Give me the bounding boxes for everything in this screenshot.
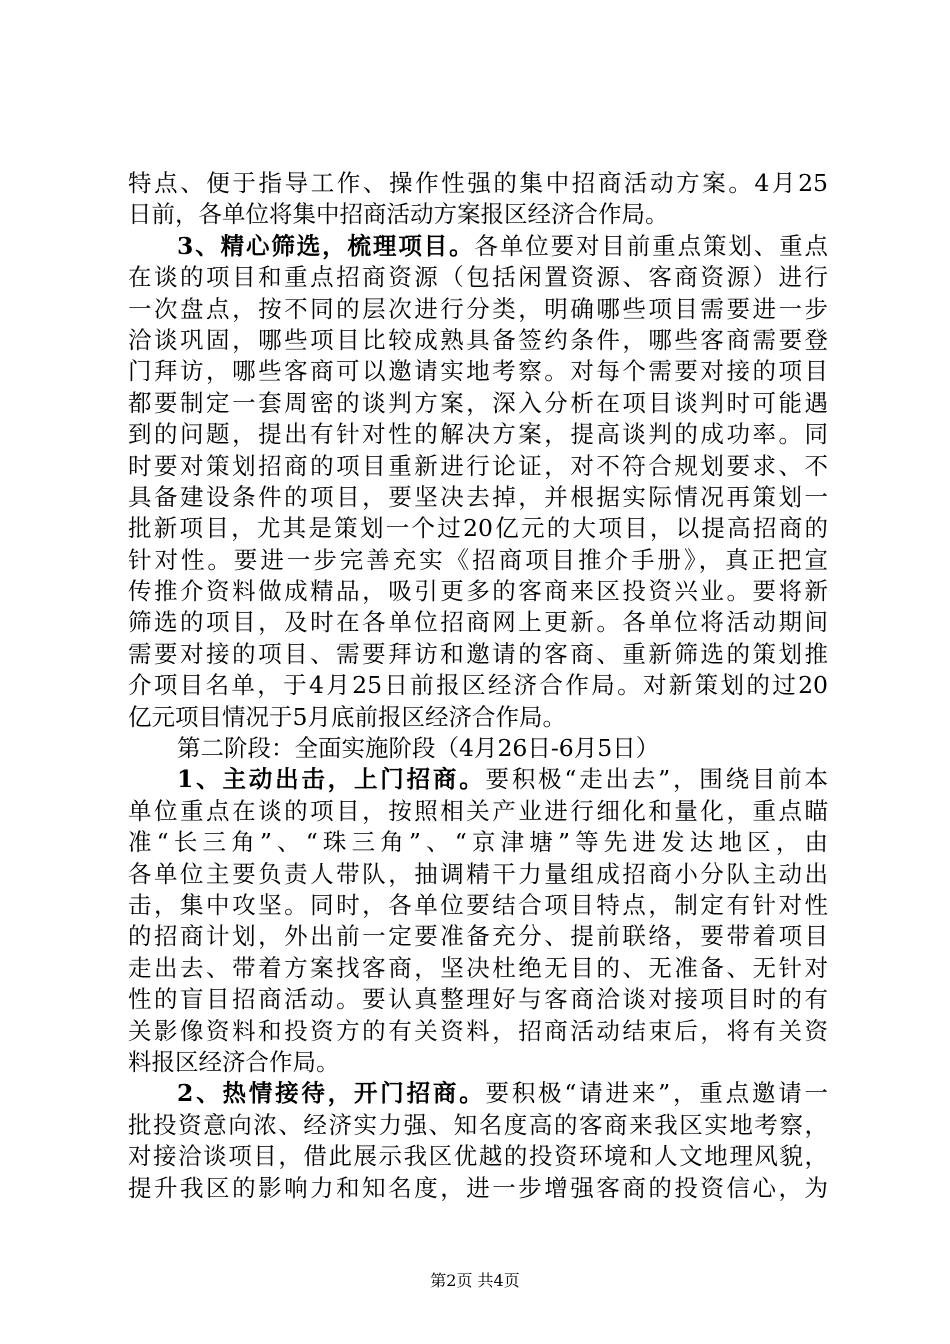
body-line: 筛选的项目，及时在各单位招商网上更新。各单位将活动期间: [128, 608, 828, 637]
line-text: 要积极“请进来”，重点邀请一: [485, 1079, 829, 1108]
body-line: [128, 231, 828, 262]
body-line: 日前，各单位将集中招商活动方案报区经济合作局。: [128, 200, 669, 229]
body-line: 料报区经济合作局。: [128, 1047, 340, 1076]
body-line: 的招商计划，外出前一定要准备充分、提前联络，要带着项目: [128, 922, 828, 951]
body-line: 传推介资料做成精品，吸引更多的客商来区投资兴业。要将新: [128, 577, 828, 606]
body-line: 对接洽谈项目，借此展示我区优越的投资环境和人文地理风貌，: [128, 1142, 828, 1171]
body-line: [128, 1078, 828, 1109]
line-text: 要积极“走出去”，围绕目前本: [485, 765, 829, 794]
body-line: 洽谈巩固，哪些项目比较成熟具备签约条件，哪些客商需要登: [128, 325, 828, 354]
body-line: 都要制定一套周密的谈判方案，深入分析在项目谈判时可能遇: [128, 388, 828, 417]
body-line: 击，集中攻坚。同时，各单位要结合项目特点，制定有针对性: [128, 890, 828, 919]
body-line: 准“长三角”、“珠三角”、“京津塘”等先进发达地区，由: [128, 828, 828, 857]
body-line: 时要对策划招商的项目重新进行论证，对不符合规划要求、不: [128, 451, 828, 480]
body-line: 介项目名单，于4月25日前报区经济合作局。对新策划的过20: [128, 671, 828, 700]
body-line: [128, 764, 828, 795]
body-line: 走出去、带着方案找客商，坚决杜绝无目的、无准备、无针对: [128, 953, 828, 982]
body-line: 到的问题，提出有针对性的解决方案，提高谈判的成功率。同: [128, 420, 828, 449]
stage-heading: 第二阶段：全面实施阶段（4月26日-6月5日）: [177, 734, 660, 763]
document-body: [128, 168, 828, 1204]
body-line: 特点、便于指导工作、操作性强的集中招商活动方案。4月25: [128, 169, 828, 197]
section-heading: 1、主动出击，上门招商。: [177, 765, 486, 794]
body-line: 关影像资料和投资方的有关资料，招商活动结束后，将有关资: [128, 1016, 828, 1045]
body-line: 性的盲目招商活动。要认真整理好与客商洽谈对接项目时的有: [128, 985, 828, 1014]
body-line: 需要对接的项目、需要拜访和邀请的客商、重新筛选的策划推: [128, 639, 828, 668]
body-line: 各单位主要负责人带队，抽调精干力量组成招商小分队主动出: [128, 859, 828, 888]
body-line: 亿元项目情况于5月底前报区经济合作局。: [128, 702, 566, 731]
line-text: 各单位要对目前重点策划、重点: [474, 231, 828, 260]
body-line: 针对性。要进一步完善充实《招商项目推介手册》，真正把宣: [128, 545, 828, 574]
body-line: 在谈的项目和重点招商资源（包括闲置资源、客商资源）进行: [128, 263, 828, 292]
body-line: 提升我区的影响力和知名度，进一步增强客商的投资信心，为: [128, 1173, 828, 1202]
body-line: 单位重点在谈的项目，按照相关产业进行细化和量化，重点瞄: [128, 796, 828, 825]
body-line: 一次盘点，按不同的层次进行分类，明确哪些项目需要进一步: [128, 294, 828, 323]
body-line: 批新项目，尤其是策划一个过20亿元的大项目，以提高招商的: [128, 514, 828, 543]
body-line: 门拜访，哪些客商可以邀请实地考察。对每个需要对接的项目: [128, 357, 828, 386]
body-line: 批投资意向浓、经济实力强、知名度高的客商来我区实地考察，: [128, 1110, 828, 1139]
section-heading: 2、热情接待，开门招商。: [177, 1079, 486, 1108]
page-number-footer: 第2页 共4页: [430, 1271, 520, 1290]
body-line: 具备建设条件的项目，要坚决去掉，并根据实际情况再策划一: [128, 482, 828, 511]
section-heading: 3、精心筛选，梳理项目。: [177, 231, 475, 260]
